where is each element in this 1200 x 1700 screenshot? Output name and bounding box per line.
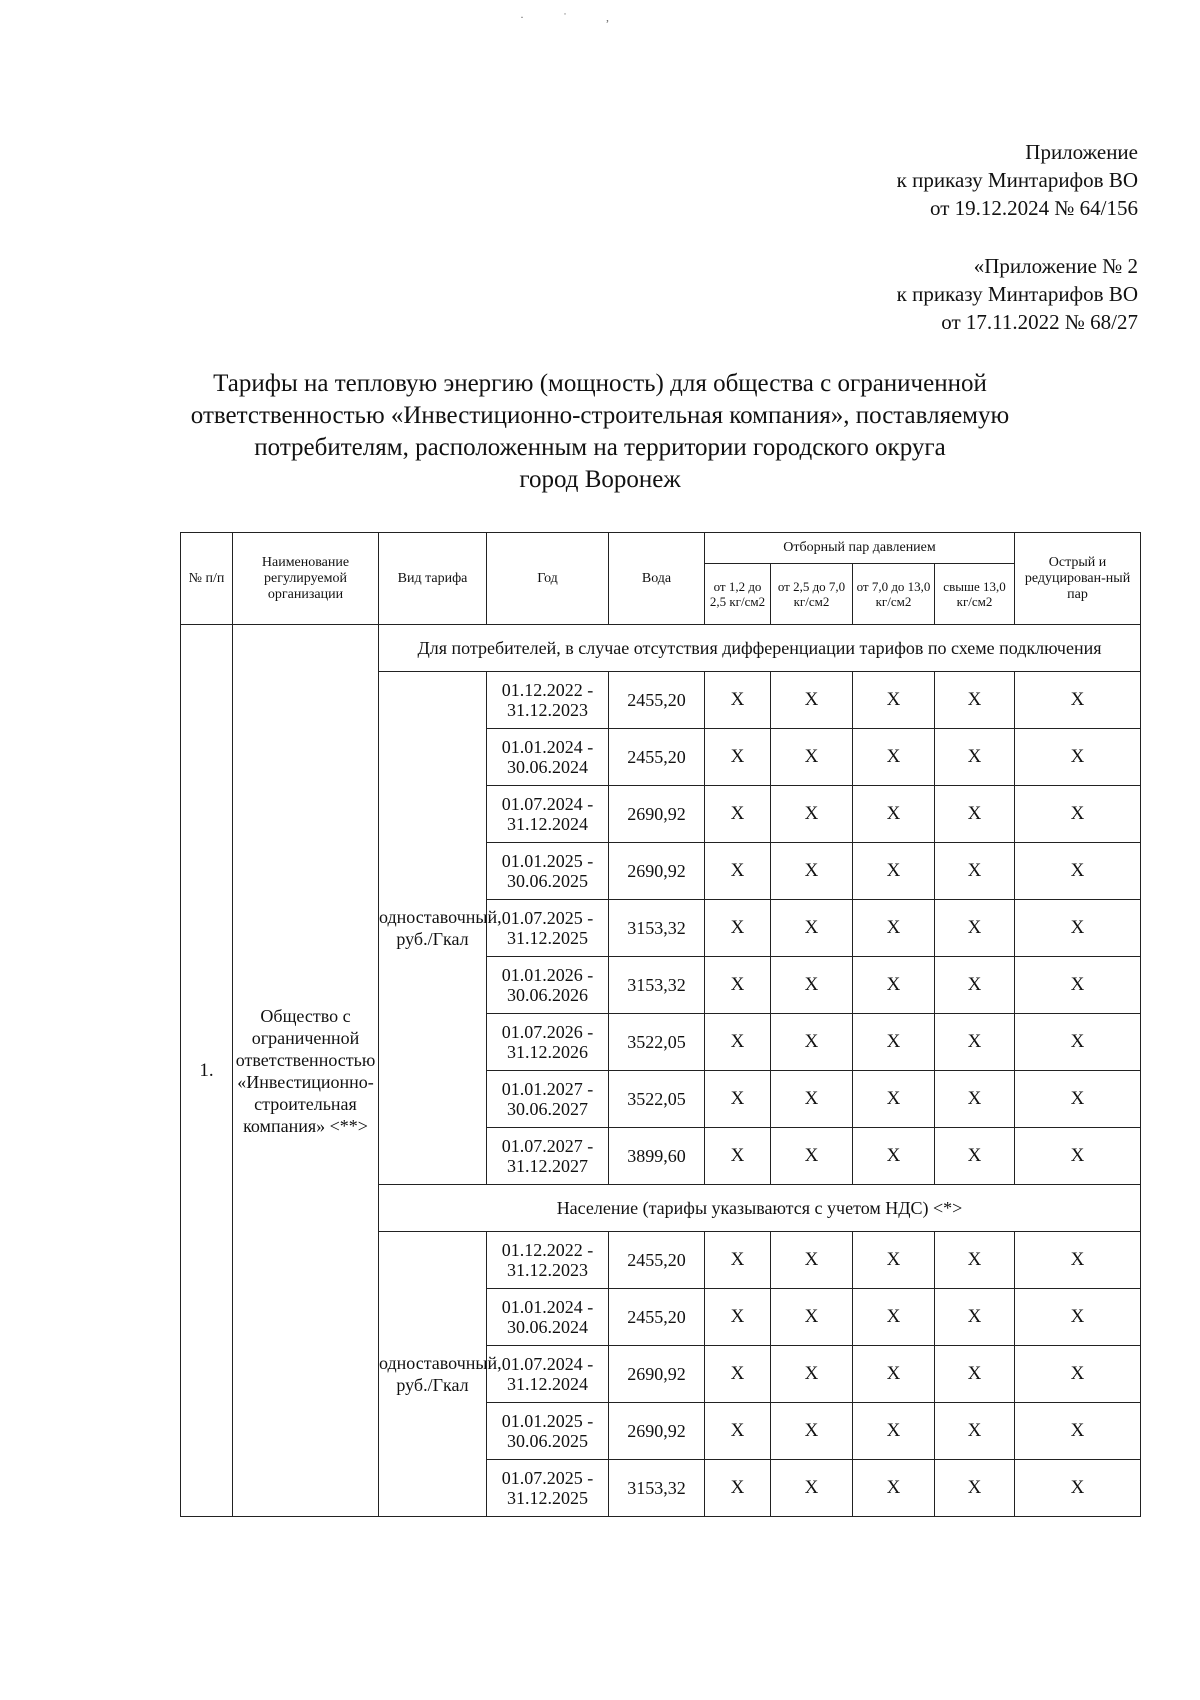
not-applicable-cell: X: [853, 729, 935, 786]
tariff-kind: одноставочный, руб./Гкал: [379, 1232, 487, 1517]
header-water: Вода: [609, 533, 705, 625]
not-applicable-cell: X: [705, 843, 771, 900]
not-applicable-cell: X: [1015, 729, 1141, 786]
scan-specks: · ˙ ,: [520, 10, 627, 24]
not-applicable-cell: X: [705, 1232, 771, 1289]
not-applicable-cell: X: [935, 1014, 1015, 1071]
not-applicable-cell: X: [1015, 900, 1141, 957]
header-steam-2: от 2,5 до 7,0 кг/см2: [771, 564, 853, 625]
not-applicable-cell: X: [853, 1232, 935, 1289]
not-applicable-cell: X: [705, 729, 771, 786]
organization-name: Общество с ограниченной ответственностью «Инвестиционно-строительная компания» <**>: [233, 625, 379, 1517]
water-tariff-cell: 3153,32: [609, 900, 705, 957]
period-cell: 01.01.2025 - 30.06.2025: [487, 1403, 609, 1460]
not-applicable-cell: X: [705, 1071, 771, 1128]
period-cell: 01.01.2026 - 30.06.2026: [487, 957, 609, 1014]
not-applicable-cell: X: [771, 1071, 853, 1128]
not-applicable-cell: X: [853, 1346, 935, 1403]
period-cell: 01.01.2027 - 30.06.2027: [487, 1071, 609, 1128]
not-applicable-cell: X: [1015, 672, 1141, 729]
period-cell: 01.01.2025 - 30.06.2025: [487, 843, 609, 900]
header-tariff-kind: Вид тарифа: [379, 533, 487, 625]
period-cell: 01.07.2026 - 31.12.2026: [487, 1014, 609, 1071]
header-num: № п/п: [181, 533, 233, 625]
not-applicable-cell: X: [935, 1232, 1015, 1289]
not-applicable-cell: X: [935, 672, 1015, 729]
not-applicable-cell: X: [853, 957, 935, 1014]
section-row: [181, 625, 1141, 672]
not-applicable-cell: X: [1015, 1232, 1141, 1289]
water-tariff-cell: 2455,20: [609, 672, 705, 729]
not-applicable-cell: X: [935, 786, 1015, 843]
header-steam-3: от 7,0 до 13,0 кг/см2: [853, 564, 935, 625]
not-applicable-cell: X: [705, 1460, 771, 1517]
not-applicable-cell: X: [1015, 957, 1141, 1014]
not-applicable-cell: X: [771, 957, 853, 1014]
not-applicable-cell: X: [705, 1403, 771, 1460]
not-applicable-cell: X: [771, 1346, 853, 1403]
not-applicable-cell: X: [771, 1014, 853, 1071]
period-cell: 01.01.2024 - 30.06.2024: [487, 729, 609, 786]
title-line: город Воронеж: [519, 466, 681, 493]
not-applicable-cell: X: [1015, 1346, 1141, 1403]
not-applicable-cell: X: [1015, 1460, 1141, 1517]
not-applicable-cell: X: [1015, 1289, 1141, 1346]
header-line: Приложение: [1025, 140, 1138, 164]
not-applicable-cell: X: [853, 1128, 935, 1185]
not-applicable-cell: X: [935, 900, 1015, 957]
not-applicable-cell: X: [771, 729, 853, 786]
period-cell: 01.12.2022 - 31.12.2023: [487, 672, 609, 729]
original-appendix-header: [897, 252, 1138, 336]
header-steam-group: Отборный пар давлением: [705, 533, 1015, 564]
period-cell: 01.12.2022 - 31.12.2023: [487, 1232, 609, 1289]
header-steam-4: свыше 13,0 кг/см2: [935, 564, 1015, 625]
not-applicable-cell: X: [1015, 1014, 1141, 1071]
not-applicable-cell: X: [935, 1460, 1015, 1517]
not-applicable-cell: X: [705, 672, 771, 729]
section-title: Население (тарифы указываются с учетом НДС) <*>: [379, 1185, 1141, 1232]
not-applicable-cell: X: [935, 1289, 1015, 1346]
not-applicable-cell: X: [705, 900, 771, 957]
title-line: потребителям, расположенным на территории городского округа: [254, 434, 946, 461]
appendix-header: [897, 138, 1138, 222]
water-tariff-cell: 3153,32: [609, 957, 705, 1014]
not-applicable-cell: X: [771, 1460, 853, 1517]
not-applicable-cell: X: [771, 672, 853, 729]
tariff-kind: одноставочный, руб./Гкал: [379, 672, 487, 1185]
not-applicable-cell: X: [705, 1289, 771, 1346]
water-tariff-cell: 3522,05: [609, 1014, 705, 1071]
period-cell: 01.07.2025 - 31.12.2025: [487, 900, 609, 957]
not-applicable-cell: X: [935, 957, 1015, 1014]
not-applicable-cell: X: [705, 1346, 771, 1403]
water-tariff-cell: 2455,20: [609, 1289, 705, 1346]
not-applicable-cell: X: [771, 1232, 853, 1289]
water-tariff-cell: 2690,92: [609, 1346, 705, 1403]
not-applicable-cell: X: [1015, 786, 1141, 843]
period-cell: 01.07.2024 - 31.12.2024: [487, 1346, 609, 1403]
not-applicable-cell: X: [771, 1128, 853, 1185]
water-tariff-cell: 2690,92: [609, 786, 705, 843]
not-applicable-cell: X: [935, 1071, 1015, 1128]
not-applicable-cell: X: [1015, 843, 1141, 900]
not-applicable-cell: X: [853, 786, 935, 843]
document-title: [150, 368, 1050, 496]
header-year: Год: [487, 533, 609, 625]
water-tariff-cell: 3522,05: [609, 1071, 705, 1128]
not-applicable-cell: X: [1015, 1128, 1141, 1185]
header-line: «Приложение № 2: [973, 254, 1138, 278]
period-cell: 01.01.2024 - 30.06.2024: [487, 1289, 609, 1346]
not-applicable-cell: X: [771, 1403, 853, 1460]
header-line: от 19.12.2024 № 64/156: [929, 196, 1138, 220]
not-applicable-cell: X: [1015, 1071, 1141, 1128]
tariff-table: [180, 532, 1141, 1517]
not-applicable-cell: X: [771, 786, 853, 843]
period-cell: 01.07.2027 - 31.12.2027: [487, 1128, 609, 1185]
not-applicable-cell: X: [935, 1128, 1015, 1185]
tariff-table-body: [181, 625, 1141, 1517]
not-applicable-cell: X: [935, 843, 1015, 900]
not-applicable-cell: X: [853, 1460, 935, 1517]
not-applicable-cell: X: [853, 843, 935, 900]
header-sharp-steam: Острый и редуцирован-ный пар: [1015, 533, 1141, 625]
not-applicable-cell: X: [853, 1014, 935, 1071]
not-applicable-cell: X: [771, 900, 853, 957]
water-tariff-cell: 2690,92: [609, 843, 705, 900]
not-applicable-cell: X: [853, 672, 935, 729]
not-applicable-cell: X: [935, 729, 1015, 786]
water-tariff-cell: 2455,20: [609, 1232, 705, 1289]
section-title: Для потребителей, в случае отсутствия дифференциации тарифов по схеме подключения: [379, 625, 1141, 672]
not-applicable-cell: X: [771, 1289, 853, 1346]
not-applicable-cell: X: [705, 957, 771, 1014]
header-org: Наименование регулируемой организации: [233, 533, 379, 625]
header-line: к приказу Минтарифов ВО: [896, 282, 1138, 306]
not-applicable-cell: X: [853, 1403, 935, 1460]
not-applicable-cell: X: [853, 1289, 935, 1346]
water-tariff-cell: 3153,32: [609, 1460, 705, 1517]
title-line: Тарифы на тепловую энергию (мощность) для общества с ограниченной: [213, 370, 987, 397]
header-steam-1: от 1,2 до 2,5 кг/см2: [705, 564, 771, 625]
not-applicable-cell: X: [705, 1128, 771, 1185]
title-line: ответственностью «Инвестиционно-строительная компания», поставляемую: [190, 402, 1010, 429]
header-line: к приказу Минтарифов ВО: [896, 168, 1138, 192]
not-applicable-cell: X: [853, 900, 935, 957]
not-applicable-cell: X: [771, 843, 853, 900]
not-applicable-cell: X: [853, 1071, 935, 1128]
period-cell: 01.07.2024 - 31.12.2024: [487, 786, 609, 843]
water-tariff-cell: 2455,20: [609, 729, 705, 786]
period-cell: 01.07.2025 - 31.12.2025: [487, 1460, 609, 1517]
not-applicable-cell: X: [935, 1346, 1015, 1403]
header-line: от 17.11.2022 № 68/27: [941, 310, 1138, 334]
water-tariff-cell: 3899,60: [609, 1128, 705, 1185]
water-tariff-cell: 2690,92: [609, 1403, 705, 1460]
not-applicable-cell: X: [705, 786, 771, 843]
not-applicable-cell: X: [1015, 1403, 1141, 1460]
row-number: 1.: [181, 625, 233, 1517]
not-applicable-cell: X: [935, 1403, 1015, 1460]
not-applicable-cell: X: [705, 1014, 771, 1071]
